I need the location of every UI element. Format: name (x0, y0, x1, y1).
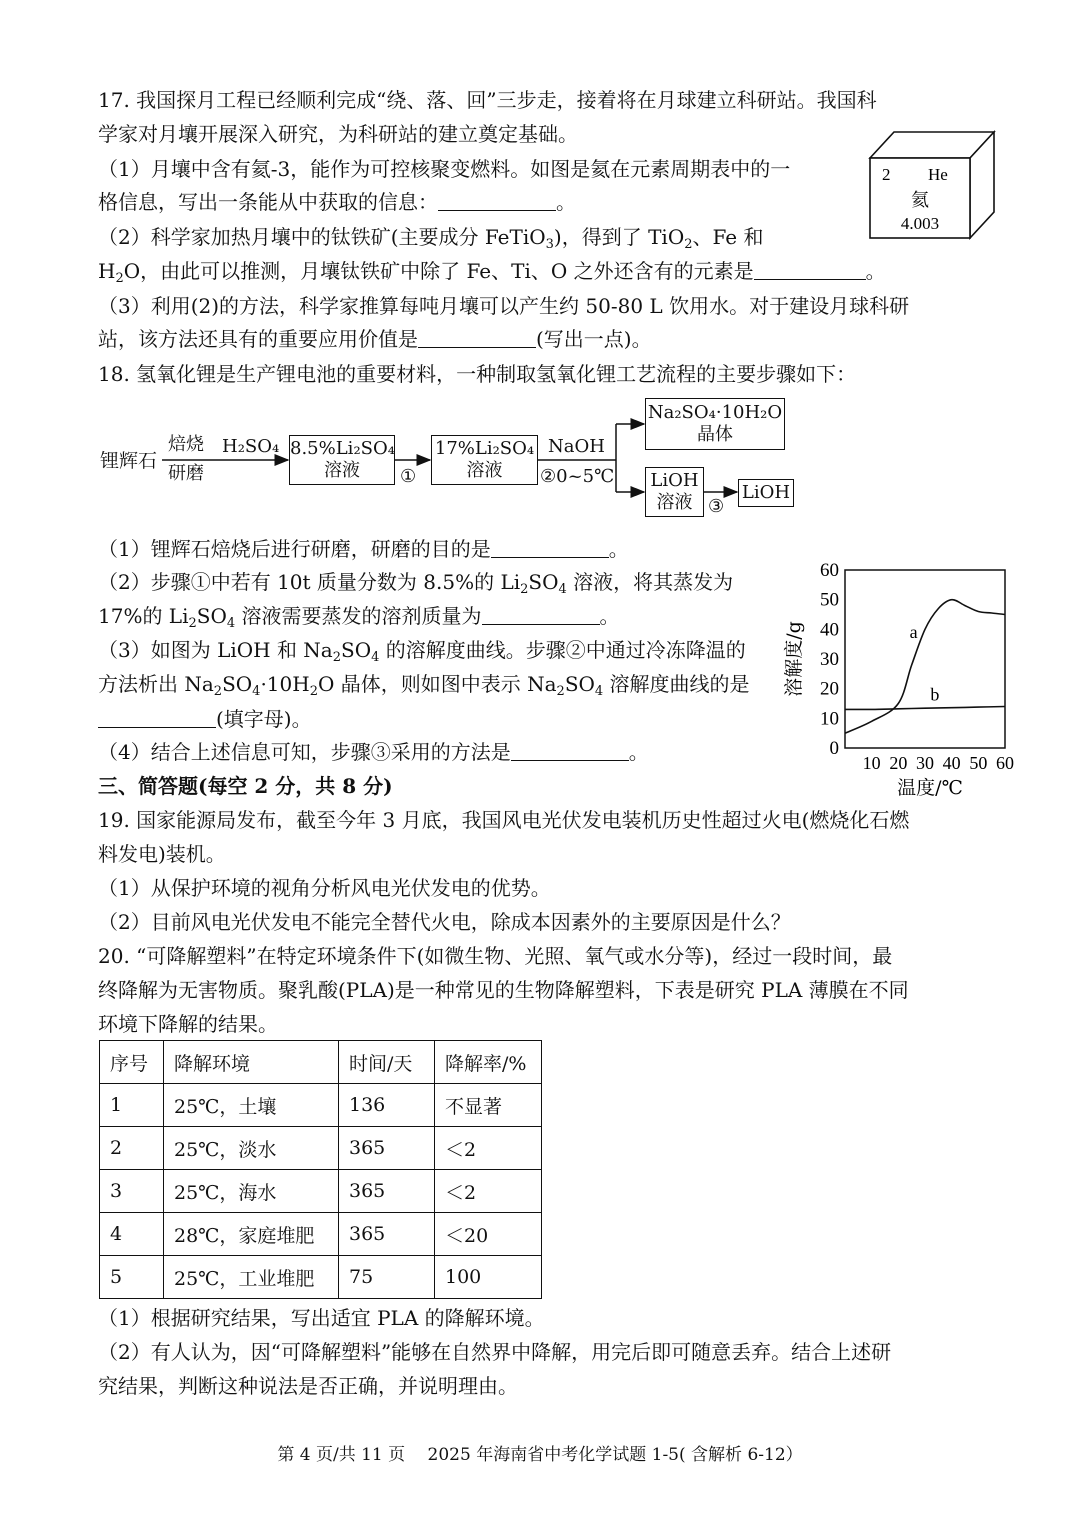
table-row (100, 1256, 542, 1299)
table-cell: 28℃，家庭堆肥 (164, 1213, 339, 1256)
answer-blank[interactable] (438, 192, 556, 211)
q18-p4: （4）结合上述信息可知，步骤③采用的方法是 。 (98, 740, 649, 764)
curve-a-label: a (909, 622, 918, 643)
table-cell: 25℃，土壤 (164, 1084, 339, 1127)
table-cell: 3 (100, 1170, 164, 1213)
x-tick-label: 40 (942, 753, 961, 773)
table-cell: 365 (339, 1170, 435, 1213)
y-tick-label: 30 (820, 649, 839, 670)
q17-p2-line1: （2）科学家加热月壤中的钛铁矿(主要成分 FeTiO$_3$)，得到了 TiO$_2$、Fe 和 (98, 225, 764, 252)
y-tick-label: 60 (820, 560, 839, 581)
table-header-cell: 序号 (100, 1041, 164, 1084)
q18-line1: 18. 氢氧化锂是生产锂电池的重要材料，一种制取氢氧化锂工艺流程的主要步骤如下： (98, 362, 857, 386)
section3-heading: 三、简答题(每空 2 分，共 8 分) (98, 774, 393, 798)
table-cell: 100 (435, 1256, 542, 1299)
table-row (100, 1127, 542, 1170)
flow-box-lioh-solution: LiOH 溶液 (645, 467, 704, 517)
y-tick-label: 50 (820, 589, 839, 611)
q17-p1-line2: 格信息，写出一条能从中获取的信息： 。 (98, 190, 576, 214)
atomic-mass: 4.003 (900, 214, 940, 233)
y-tick-label: 40 (820, 619, 839, 641)
q20-line3: 环境下降解的结果。 (98, 1012, 278, 1036)
table-row (100, 1170, 542, 1213)
curve-b-label: b (930, 684, 940, 705)
q20-line2: 终降解为无害物质。聚乳酸(PLA)是一种常见的生物降解塑料，下表是研究 PLA 薄膜在不同 (98, 978, 909, 1002)
table-cell: 4 (100, 1213, 164, 1256)
curve-b-line (845, 707, 1005, 710)
flow-step1: ① (400, 466, 417, 487)
table-cell: 2 (100, 1127, 164, 1170)
flow-arrows (0, 390, 1080, 525)
q18-p2-line1: （2）步骤①中若有 10t 质量分数为 8.5%的 $Li_2SO_4$ 溶液，将其蒸发为 (98, 570, 734, 597)
table-header-cell: 时间/天 (339, 1041, 435, 1084)
flow-box-17-li2so4: 17%Li₂SO₄ 溶液 (431, 435, 538, 485)
y-tick-label: 10 (820, 708, 839, 730)
q18-p3-line2: 方法析出 $Na_2SO_4\cdot 10H_2O$ 晶体，则如图中表示 $Na_2SO_4$ 溶解度曲线的是 (98, 672, 750, 699)
table-cell: 136 (339, 1084, 435, 1127)
q17-p1-line1: （1）月壤中含有氦-3，能作为可控核聚变燃料。如图是氦在元素周期表中的一 (98, 157, 791, 181)
table-cell: 1 (100, 1084, 164, 1127)
answer-blank[interactable] (98, 709, 216, 728)
curve-a-line (845, 600, 1005, 734)
x-tick-label: 20 (889, 753, 908, 773)
flow-step3: ③ (708, 496, 725, 517)
element-symbol: He (928, 165, 948, 184)
flow-roast-label: 焙烧 (168, 434, 204, 455)
helium-element-cube (868, 128, 998, 240)
q20-p2-line2: 究结果，判断这种说法是否正确，并说明理由。 (98, 1374, 518, 1398)
plot-frame (845, 570, 1005, 748)
table-cell: 5 (100, 1256, 164, 1299)
flow-reagent-naoh: NaOH (548, 436, 605, 457)
y-tick-label: 0 (829, 738, 839, 759)
q20-p1: （1）根据研究结果，写出适宜 PLA 的降解环境。 (98, 1306, 545, 1330)
flow-box-lioh: LiOH (738, 479, 794, 507)
q20-line1: 20. “可降解塑料”在特定环境条件下(如微生物、光照、氧气或水分等)，经过一段时间，最 (98, 944, 893, 968)
q19-p1: （1）从保护环境的视角分析风电光伏发电的优势。 (98, 876, 551, 900)
table-header-cell: 降解环境 (164, 1041, 339, 1084)
table-header-cell: 降解率/% (435, 1041, 542, 1084)
q17-p3-line2: 站，该方法还具有的重要应用价值是 (写出一点)。 (98, 327, 652, 351)
answer-blank[interactable] (418, 329, 536, 348)
flow-grind-label: 研磨 (168, 463, 204, 484)
table-header-row (100, 1041, 542, 1084)
table-cell: 不显著 (435, 1084, 542, 1127)
chart-ylabel: 溶解度/g (783, 621, 805, 697)
answer-blank[interactable] (491, 539, 609, 558)
flow-reagent-h2so4: H₂SO₄ (222, 436, 280, 457)
table-cell: 365 (339, 1213, 435, 1256)
x-tick-label: 60 (996, 753, 1014, 773)
q20-p2-line1: （2）有人认为，因“可降解塑料”能够在自然界中降解，用完后即可随意丢弃。结合上述研 (98, 1340, 892, 1364)
y-tick-label: 20 (820, 678, 839, 700)
x-tick-label: 50 (969, 753, 988, 773)
flow-box-na2so4-crystal: Na₂SO₄·10H₂O 晶体 (645, 398, 785, 450)
answer-blank[interactable] (482, 606, 600, 625)
table-cell: 365 (339, 1127, 435, 1170)
answer-blank[interactable] (511, 742, 629, 761)
table-cell: 25℃，淡水 (164, 1127, 339, 1170)
q18-p3-line1: （3）如图为 LiOH 和 $Na_2SO_4$ 的溶解度曲线。步骤②中通过冷冻降温的 (98, 638, 746, 665)
table-cell: 25℃，工业堆肥 (164, 1256, 339, 1299)
element-name: 氦 (911, 190, 929, 211)
chart-xlabel: 温度/℃ (897, 777, 963, 799)
table-cell: ＜2 (435, 1170, 542, 1213)
flow-start: 锂辉石 (100, 450, 158, 472)
answer-blank[interactable] (754, 261, 866, 280)
pla-degradation-table (99, 1040, 542, 1299)
flow-box-8-5-li2so4: 8.5%Li₂SO₄ 溶液 (289, 435, 395, 485)
q17-p1-text: 格信息，写出一条能从中获取的信息： (98, 190, 438, 214)
solubility-chart (780, 560, 1030, 800)
table-cell: ＜20 (435, 1213, 542, 1256)
x-tick-label: 30 (916, 753, 934, 773)
q19-line2: 料发电)装机。 (98, 842, 226, 866)
q19-line1: 19. 国家能源局发布，截至今年 3 月底，我国风电光伏发电装机历史性超过火电(燃烧化石燃 (98, 808, 910, 832)
q19-p2: （2）目前风电光伏发电不能完全替代火电，除成本因素外的主要原因是什么？ (98, 910, 791, 934)
table-row (100, 1084, 542, 1127)
q17-line1: 17. 我国探月工程已经顺利完成“绕、落、回”三步走，接着将在月球建立科研站。我国科 (98, 88, 877, 112)
q18-p1: （1）锂辉石焙烧后进行研磨，研磨的目的是 。 (98, 537, 629, 561)
table-cell: ＜2 (435, 1127, 542, 1170)
flow-step2: ②0~5℃ (540, 466, 615, 487)
q17-p3-line1: （3）利用(2)的方法，科学家推算每吨月壤可以产生约 50-80 L 饮用水。对于建设月球科研 (98, 294, 910, 318)
q18-p2-line2: 17%的 $Li_2SO_4$ 溶液需要蒸发的溶剂质量为 。 (98, 604, 620, 631)
page-footer: 第 4 页/共 11 页 2025 年海南省中考化学试题 1-5( 含解析 6-12） (277, 1445, 803, 1465)
q18-p3-line3: (填字母)。 (98, 705, 312, 733)
atomic-number: 2 (882, 165, 891, 184)
x-tick-label: 10 (862, 753, 881, 773)
table-cell: 75 (339, 1256, 435, 1299)
table-row (100, 1213, 542, 1256)
q17-p2-line2: $H_2O$，由此可以推测，月壤钛铁矿中除了 Fe、Ti、O 之外还含有的元素是 。 (98, 259, 886, 286)
table-cell: 25℃，海水 (164, 1170, 339, 1213)
q17-line2: 学家对月壤开展深入研究，为科研站的建立奠定基础。 (98, 122, 578, 146)
